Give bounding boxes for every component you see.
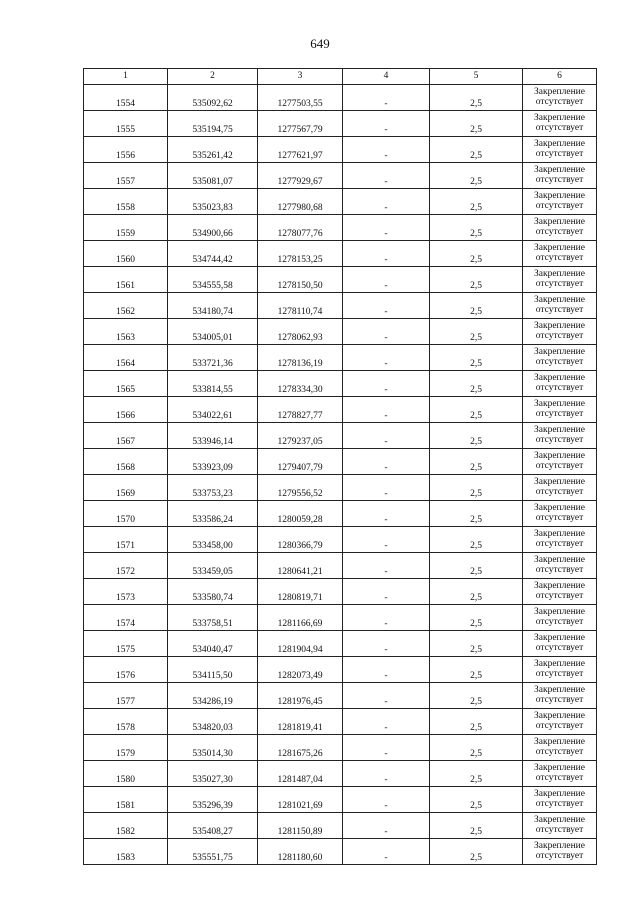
table-row: [84, 189, 597, 215]
point-number-cell: 1555: [84, 111, 168, 137]
y-coordinate-cell: 1280059,28: [258, 501, 343, 527]
y-coordinate-cell: 1281487,04: [258, 761, 343, 787]
table-row: [84, 787, 597, 813]
x-coordinate-cell: 534040,47: [168, 631, 258, 657]
column-4-cell: -: [343, 215, 430, 241]
y-coordinate-cell: 1281819,41: [258, 709, 343, 735]
x-coordinate-cell: 535014,30: [168, 735, 258, 761]
y-coordinate-cell: 1277980,68: [258, 189, 343, 215]
point-number-cell: 1563: [84, 319, 168, 345]
column-5-cell: 2,5: [430, 683, 523, 709]
x-coordinate-cell: 533814,55: [168, 371, 258, 397]
y-coordinate-cell: 1280366,79: [258, 527, 343, 553]
fixing-status-cell: Закрепление отсутствует: [523, 501, 597, 527]
fixing-status-cell: Закрепление отсутствует: [523, 345, 597, 371]
y-coordinate-cell: 1278334,30: [258, 371, 343, 397]
y-coordinate-cell: 1277929,67: [258, 163, 343, 189]
table-row: [84, 683, 597, 709]
x-coordinate-cell: 534115,50: [168, 657, 258, 683]
column-5-cell: 2,5: [430, 839, 523, 865]
column-4-cell: -: [343, 527, 430, 553]
y-coordinate-cell: 1281021,69: [258, 787, 343, 813]
x-coordinate-cell: 535194,75: [168, 111, 258, 137]
table-row: [84, 293, 597, 319]
table-row: [84, 527, 597, 553]
point-number-cell: 1559: [84, 215, 168, 241]
column-5-cell: 2,5: [430, 345, 523, 371]
x-coordinate-cell: 535408,27: [168, 813, 258, 839]
point-number-cell: 1568: [84, 449, 168, 475]
table-row: [84, 163, 597, 189]
table-row: [84, 735, 597, 761]
fixing-status-cell: Закрепление отсутствует: [523, 293, 597, 319]
fixing-status-cell: Закрепление отсутствует: [523, 189, 597, 215]
column-5-cell: 2,5: [430, 631, 523, 657]
fixing-status-cell: Закрепление отсутствует: [523, 631, 597, 657]
column-4-cell: -: [343, 111, 430, 137]
fixing-status-cell: Закрепление отсутствует: [523, 709, 597, 735]
fixing-status-cell: Закрепление отсутствует: [523, 85, 597, 111]
column-4-cell: -: [343, 241, 430, 267]
column-5-cell: 2,5: [430, 761, 523, 787]
fixing-status-cell: Закрепление отсутствует: [523, 839, 597, 865]
table-row: [84, 475, 597, 501]
fixing-status-cell: Закрепление отсутствует: [523, 423, 597, 449]
column-4-cell: -: [343, 137, 430, 163]
column-4-cell: -: [343, 631, 430, 657]
column-4-cell: -: [343, 423, 430, 449]
table-row: [84, 709, 597, 735]
column-4-cell: -: [343, 683, 430, 709]
y-coordinate-cell: 1280641,21: [258, 553, 343, 579]
x-coordinate-cell: 535092,62: [168, 85, 258, 111]
column-5-cell: 2,5: [430, 605, 523, 631]
x-coordinate-cell: 533923,09: [168, 449, 258, 475]
fixing-status-cell: Закрепление отсутствует: [523, 605, 597, 631]
x-coordinate-cell: 535296,39: [168, 787, 258, 813]
column-5-cell: 2,5: [430, 319, 523, 345]
point-number-cell: 1574: [84, 605, 168, 631]
column-5-cell: 2,5: [430, 709, 523, 735]
table-row: [84, 605, 597, 631]
point-number-cell: 1562: [84, 293, 168, 319]
fixing-status-cell: Закрепление отсутствует: [523, 735, 597, 761]
column-5-cell: 2,5: [430, 787, 523, 813]
column-4-cell: -: [343, 761, 430, 787]
column-4-cell: -: [343, 735, 430, 761]
y-coordinate-cell: 1281976,45: [258, 683, 343, 709]
y-coordinate-cell: 1277503,55: [258, 85, 343, 111]
y-coordinate-cell: 1282073,49: [258, 657, 343, 683]
point-number-cell: 1570: [84, 501, 168, 527]
fixing-status-cell: Закрепление отсутствует: [523, 475, 597, 501]
fixing-status-cell: Закрепление отсутствует: [523, 111, 597, 137]
x-coordinate-cell: 534005,01: [168, 319, 258, 345]
point-number-cell: 1565: [84, 371, 168, 397]
column-5-cell: 2,5: [430, 501, 523, 527]
x-coordinate-cell: 533946,14: [168, 423, 258, 449]
fixing-status-cell: Закрепление отсутствует: [523, 761, 597, 787]
x-coordinate-cell: 535551,75: [168, 839, 258, 865]
fixing-status-cell: Закрепление отсутствует: [523, 657, 597, 683]
point-number-cell: 1577: [84, 683, 168, 709]
table-row: [84, 501, 597, 527]
y-coordinate-cell: 1278153,25: [258, 241, 343, 267]
fixing-status-cell: Закрепление отсутствует: [523, 579, 597, 605]
column-5-cell: 2,5: [430, 579, 523, 605]
y-coordinate-cell: 1281150,89: [258, 813, 343, 839]
table-header: [84, 69, 597, 85]
point-number-cell: 1582: [84, 813, 168, 839]
point-number-cell: 1554: [84, 85, 168, 111]
table-row: [84, 579, 597, 605]
column-5-cell: 2,5: [430, 189, 523, 215]
column-5-cell: 2,5: [430, 293, 523, 319]
table-row: [84, 397, 597, 423]
fixing-status-cell: Закрепление отсутствует: [523, 319, 597, 345]
x-coordinate-cell: 533758,51: [168, 605, 258, 631]
y-coordinate-cell: 1278150,50: [258, 267, 343, 293]
point-number-cell: 1566: [84, 397, 168, 423]
x-coordinate-cell: 533458,00: [168, 527, 258, 553]
point-number-cell: 1558: [84, 189, 168, 215]
table-row: [84, 137, 597, 163]
coordinates-table: [83, 68, 597, 865]
column-4-cell: -: [343, 787, 430, 813]
fixing-status-cell: Закрепление отсутствует: [523, 163, 597, 189]
x-coordinate-cell: 535261,42: [168, 137, 258, 163]
table-row: [84, 761, 597, 787]
point-number-cell: 1561: [84, 267, 168, 293]
table-row: [84, 111, 597, 137]
table-row: [84, 371, 597, 397]
fixing-status-cell: Закрепление отсутствует: [523, 683, 597, 709]
fixing-status-cell: Закрепление отсутствует: [523, 137, 597, 163]
x-coordinate-cell: 534180,74: [168, 293, 258, 319]
page-number: 649: [310, 36, 330, 51]
column-5-cell: 2,5: [430, 735, 523, 761]
y-coordinate-cell: 1278077,76: [258, 215, 343, 241]
x-coordinate-cell: 533586,24: [168, 501, 258, 527]
column-header-3: 3: [258, 69, 343, 85]
y-coordinate-cell: 1281166,69: [258, 605, 343, 631]
y-coordinate-cell: 1281180,60: [258, 839, 343, 865]
x-coordinate-cell: 534820,03: [168, 709, 258, 735]
fixing-status-cell: Закрепление отсутствует: [523, 449, 597, 475]
column-4-cell: -: [343, 813, 430, 839]
column-5-cell: 2,5: [430, 371, 523, 397]
point-number-cell: 1560: [84, 241, 168, 267]
point-number-cell: 1575: [84, 631, 168, 657]
point-number-cell: 1557: [84, 163, 168, 189]
y-coordinate-cell: 1279237,05: [258, 423, 343, 449]
column-4-cell: -: [343, 267, 430, 293]
column-4-cell: -: [343, 371, 430, 397]
fixing-status-cell: Закрепление отсутствует: [523, 397, 597, 423]
point-number-cell: 1583: [84, 839, 168, 865]
column-4-cell: -: [343, 657, 430, 683]
table-row: [84, 449, 597, 475]
column-header-5: 5: [430, 69, 523, 85]
column-4-cell: -: [343, 345, 430, 371]
column-5-cell: 2,5: [430, 813, 523, 839]
column-5-cell: 2,5: [430, 527, 523, 553]
column-header-6: 6: [523, 69, 597, 85]
y-coordinate-cell: 1277567,79: [258, 111, 343, 137]
x-coordinate-cell: 535081,07: [168, 163, 258, 189]
fixing-status-cell: Закрепление отсутствует: [523, 215, 597, 241]
point-number-cell: 1571: [84, 527, 168, 553]
x-coordinate-cell: 534744,42: [168, 241, 258, 267]
column-5-cell: 2,5: [430, 241, 523, 267]
table-row: [84, 215, 597, 241]
column-header-4: 4: [343, 69, 430, 85]
column-5-cell: 2,5: [430, 423, 523, 449]
column-5-cell: 2,5: [430, 267, 523, 293]
fixing-status-cell: Закрепление отсутствует: [523, 787, 597, 813]
table-row: [84, 319, 597, 345]
column-5-cell: 2,5: [430, 397, 523, 423]
point-number-cell: 1556: [84, 137, 168, 163]
y-coordinate-cell: 1281675,26: [258, 735, 343, 761]
point-number-cell: 1578: [84, 709, 168, 735]
point-number-cell: 1573: [84, 579, 168, 605]
y-coordinate-cell: 1278136,19: [258, 345, 343, 371]
column-header-2: 2: [168, 69, 258, 85]
point-number-cell: 1567: [84, 423, 168, 449]
y-coordinate-cell: 1278062,93: [258, 319, 343, 345]
table-row: [84, 423, 597, 449]
x-coordinate-cell: 534022,61: [168, 397, 258, 423]
table-row: [84, 813, 597, 839]
column-header-1: 1: [84, 69, 168, 85]
column-4-cell: -: [343, 579, 430, 605]
fixing-status-cell: Закрепление отсутствует: [523, 241, 597, 267]
fixing-status-cell: Закрепление отсутствует: [523, 813, 597, 839]
header-row: [84, 69, 597, 85]
fixing-status-cell: Закрепление отсутствует: [523, 267, 597, 293]
column-4-cell: -: [343, 163, 430, 189]
point-number-cell: 1579: [84, 735, 168, 761]
x-coordinate-cell: 533459,05: [168, 553, 258, 579]
column-5-cell: 2,5: [430, 475, 523, 501]
column-4-cell: -: [343, 709, 430, 735]
table-row: [84, 267, 597, 293]
column-4-cell: -: [343, 319, 430, 345]
point-number-cell: 1581: [84, 787, 168, 813]
column-4-cell: -: [343, 397, 430, 423]
y-coordinate-cell: 1280819,71: [258, 579, 343, 605]
column-4-cell: -: [343, 501, 430, 527]
table-row: [84, 241, 597, 267]
table-row: [84, 839, 597, 865]
point-number-cell: 1564: [84, 345, 168, 371]
column-5-cell: 2,5: [430, 137, 523, 163]
fixing-status-cell: Закрепление отсутствует: [523, 553, 597, 579]
table-body: [84, 85, 597, 865]
column-4-cell: -: [343, 553, 430, 579]
point-number-cell: 1572: [84, 553, 168, 579]
x-coordinate-cell: 534286,19: [168, 683, 258, 709]
column-5-cell: 2,5: [430, 111, 523, 137]
fixing-status-cell: Закрепление отсутствует: [523, 527, 597, 553]
point-number-cell: 1569: [84, 475, 168, 501]
table-row: [84, 553, 597, 579]
y-coordinate-cell: 1279407,79: [258, 449, 343, 475]
column-5-cell: 2,5: [430, 215, 523, 241]
point-number-cell: 1580: [84, 761, 168, 787]
x-coordinate-cell: 535023,83: [168, 189, 258, 215]
column-4-cell: -: [343, 475, 430, 501]
y-coordinate-cell: 1278827,77: [258, 397, 343, 423]
column-5-cell: 2,5: [430, 553, 523, 579]
fixing-status-cell: Закрепление отсутствует: [523, 371, 597, 397]
column-4-cell: -: [343, 449, 430, 475]
column-5-cell: 2,5: [430, 657, 523, 683]
column-5-cell: 2,5: [430, 163, 523, 189]
table-row: [84, 657, 597, 683]
column-4-cell: -: [343, 189, 430, 215]
column-4-cell: -: [343, 839, 430, 865]
y-coordinate-cell: 1278110,74: [258, 293, 343, 319]
column-5-cell: 2,5: [430, 85, 523, 111]
x-coordinate-cell: 533753,23: [168, 475, 258, 501]
column-4-cell: -: [343, 293, 430, 319]
column-5-cell: 2,5: [430, 449, 523, 475]
x-coordinate-cell: 535027,30: [168, 761, 258, 787]
column-4-cell: -: [343, 85, 430, 111]
x-coordinate-cell: 533580,74: [168, 579, 258, 605]
point-number-cell: 1576: [84, 657, 168, 683]
y-coordinate-cell: 1277621,97: [258, 137, 343, 163]
table-row: [84, 85, 597, 111]
x-coordinate-cell: 534900,66: [168, 215, 258, 241]
y-coordinate-cell: 1279556,52: [258, 475, 343, 501]
column-4-cell: -: [343, 605, 430, 631]
table-row: [84, 345, 597, 371]
table-row: [84, 631, 597, 657]
x-coordinate-cell: 534555,58: [168, 267, 258, 293]
x-coordinate-cell: 533721,36: [168, 345, 258, 371]
y-coordinate-cell: 1281904,94: [258, 631, 343, 657]
